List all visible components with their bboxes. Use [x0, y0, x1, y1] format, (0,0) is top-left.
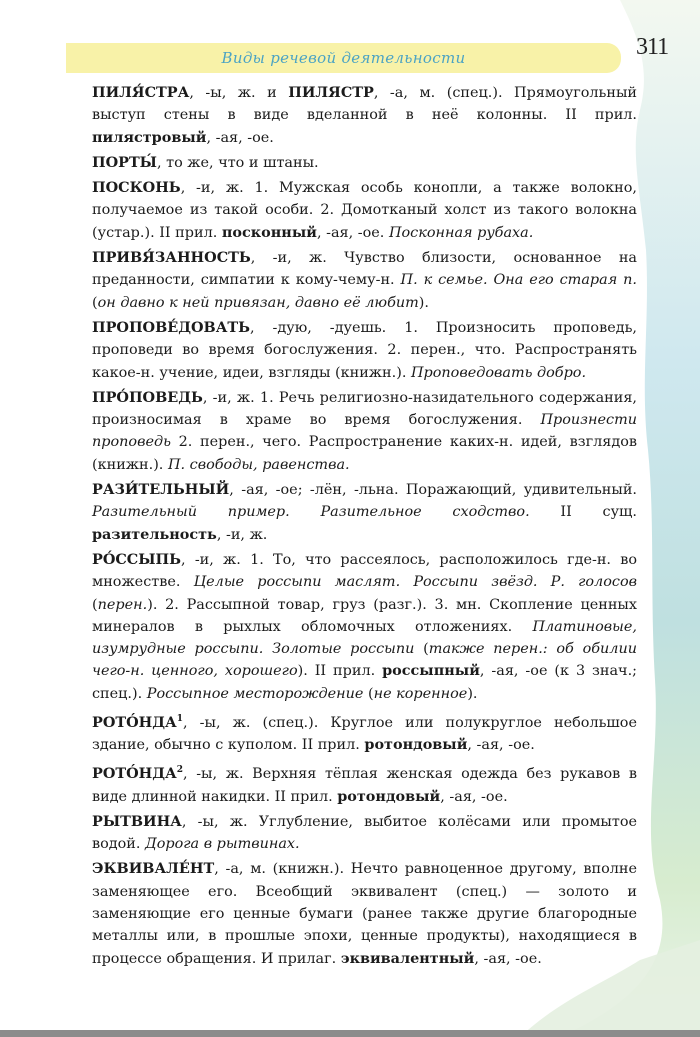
dictionary-entry [92, 759, 637, 807]
dictionary-entry [92, 708, 637, 756]
homonym-index: 2 [176, 765, 183, 776]
entry-example: Проповедовать добро. [410, 364, 587, 381]
entry-text: , -дую, -дуешь. 1. Произносить проповедь, проповеди во время богослужения. 2. перен., что. Распространять какое-н. учение, идеи, взгляды (книжн.). [92, 319, 637, 381]
entry-text: , -ы, ж. Углубление, выбитое колёсами или промытое водой. [92, 813, 637, 853]
entry-text: ). II прил. [297, 663, 383, 680]
entry-text: , -и, ж. [216, 526, 268, 543]
entry-headword: россыпный [382, 662, 480, 680]
entry-text: , -ая, -ое. [316, 224, 389, 241]
entry-headword: ЭКВИВАЛЕ́НТ [92, 860, 215, 878]
entry-headword: разительность [92, 525, 217, 543]
entry-example: Разительный пример. Разительное сходство. [92, 504, 530, 521]
dictionary-entry [92, 317, 637, 384]
entry-headword: пилястровый [92, 128, 207, 146]
entry-example: Произнести проповедь [92, 412, 637, 451]
entry-text: , -ая, -ое (к 3 знач.; спец.). [92, 663, 637, 702]
entry-headword: ПРО́ПОВЕДЬ [92, 388, 203, 406]
dictionary-entry [92, 549, 637, 705]
entry-headword: РО́ССЫПЬ [92, 550, 182, 568]
entry-text: 2. перен., чего. Распространение каких-н. идей, взглядов (книжн.). [92, 434, 637, 473]
entry-headword: ПОСКОНЬ [92, 179, 181, 197]
entry-headword: РОТО́НДА [92, 765, 177, 783]
entry-headword: ПРИВЯ́ЗАННОСТЬ [92, 249, 251, 267]
entry-text: , -и, ж. Чувство близости, основанное на преданности, симпатии к кому-чему-н. [92, 250, 637, 289]
dictionary-entry [92, 479, 637, 546]
entry-example: П. свободы, равенства. [167, 456, 350, 473]
entry-text: ( [92, 294, 98, 311]
dictionary-entry [92, 177, 637, 244]
dictionary-entry [92, 387, 637, 476]
entry-headword: РАЗИ́ТЕЛЬНЫЙ [92, 481, 230, 499]
entry-text: , -ая, -ое. [474, 950, 542, 967]
entry-text: ( [414, 641, 429, 658]
homonym-index: 1 [176, 714, 183, 725]
entry-text: ( [92, 596, 98, 613]
entry-text: ). 2. Рассыпной товар, груз (разг.). 3. мн. Скопление ценных минералов в рыхлых обломочных отложениях. [92, 596, 637, 635]
dictionary-entry [92, 858, 637, 969]
bottom-bar [0, 1030, 700, 1037]
section-header-band [66, 43, 621, 73]
entry-text: , то же, что и штаны. [156, 154, 319, 171]
entry-headword: ПИЛЯСТР [288, 84, 374, 101]
entry-example: он давно к ней привязан, давно её любит [97, 294, 419, 311]
entry-example: П. к семье. Она его старая п. [400, 272, 637, 289]
dictionary-entry [92, 247, 637, 314]
entry-headword: ПРОПОВЕ́ДОВАТЬ [92, 318, 251, 336]
entry-example: Целые россыпи маслят. Россыпи звёзд. Р. голосов [193, 574, 637, 591]
entry-headword: ПОРТЫ́ [92, 153, 157, 171]
entry-text: ). [467, 685, 478, 702]
entry-text: , -ы, ж. и [189, 85, 289, 101]
entry-example: Россыпное месторождение [146, 685, 364, 702]
entry-example: Дорога в рытвинах. [145, 836, 300, 853]
dictionary-entry [92, 152, 637, 174]
entry-text: , -и, ж. 1. Речь религиозно-назидательного содержания, произносимая в храме во время богослужения. [92, 389, 637, 429]
entry-text: , -а, м. (книжн.). Нечто равноценное другому, вполне заменяющее его. Всеобщий эквивалент (спец.) — золото и заменяющие его ценные бумаги (ранее также другие благородные металлы или, в прошлые эпохи, ценные продукты), находящиеся в процессе обращения. И прилаг. [92, 861, 637, 967]
entry-headword: ротондовый [337, 787, 441, 805]
entry-headword: ПИЛЯ́СТРА [92, 84, 190, 101]
entry-headword: посконный [221, 223, 317, 241]
dictionary-entry [92, 811, 637, 856]
dictionary-entry [92, 82, 637, 149]
entry-text: , -ы, ж. Верхняя тёплая женская одежда без рукавов в виде длинной накидки. II прил. [92, 766, 637, 805]
page-number: 311 [636, 34, 669, 60]
entry-example: перен. [97, 596, 148, 613]
entry-example: Платиновые, изумрудные россыпи. Золотые россыпи [92, 618, 637, 658]
entry-text: , -ы, ж. (спец.). Круглое или полукруглое небольшое здание, обычно с куполом. II прил. [92, 714, 637, 754]
section-title: Виды речевой деятельности [221, 49, 466, 67]
entry-text: , -ая, -ое. [206, 129, 274, 146]
entry-headword: эквивалентный [340, 949, 475, 967]
entry-text: , -ая, -ое; -лён, -льна. Поражающий, удивительный. [229, 482, 637, 499]
entry-text: ). [418, 294, 429, 311]
entry-text: II сущ. [529, 504, 637, 521]
entry-text: ( [363, 685, 374, 702]
entry-example: не коренное [373, 685, 468, 702]
entry-text: , -ая, -ое. [440, 788, 508, 805]
entry-example: также перен.: об обилии чего-н. ценного, хорошего [92, 641, 637, 680]
entry-headword: РЫТВИНА [92, 812, 182, 830]
entry-text: , -а, м. (спец.). Прямоугольный выступ стены в виде вделанной в неё колонны. II прил. [92, 85, 638, 124]
entry-headword: ротондовый [364, 736, 468, 754]
entry-text: , -и, ж. 1. То, что рассеялось, расположилось где-н. во множестве. [92, 551, 637, 591]
entry-text: , -ая, -ое. [467, 737, 535, 754]
dictionary-entries [92, 82, 637, 973]
entry-text: , -и, ж. 1. Мужская особь конопли, а также волокно, получаемое из такой особи. 2. Домотканый холст из такого волокна (устар.). II прил. [92, 180, 637, 241]
entry-headword: РОТО́НДА [92, 713, 177, 731]
entry-example: Посконная рубаха. [388, 224, 534, 241]
